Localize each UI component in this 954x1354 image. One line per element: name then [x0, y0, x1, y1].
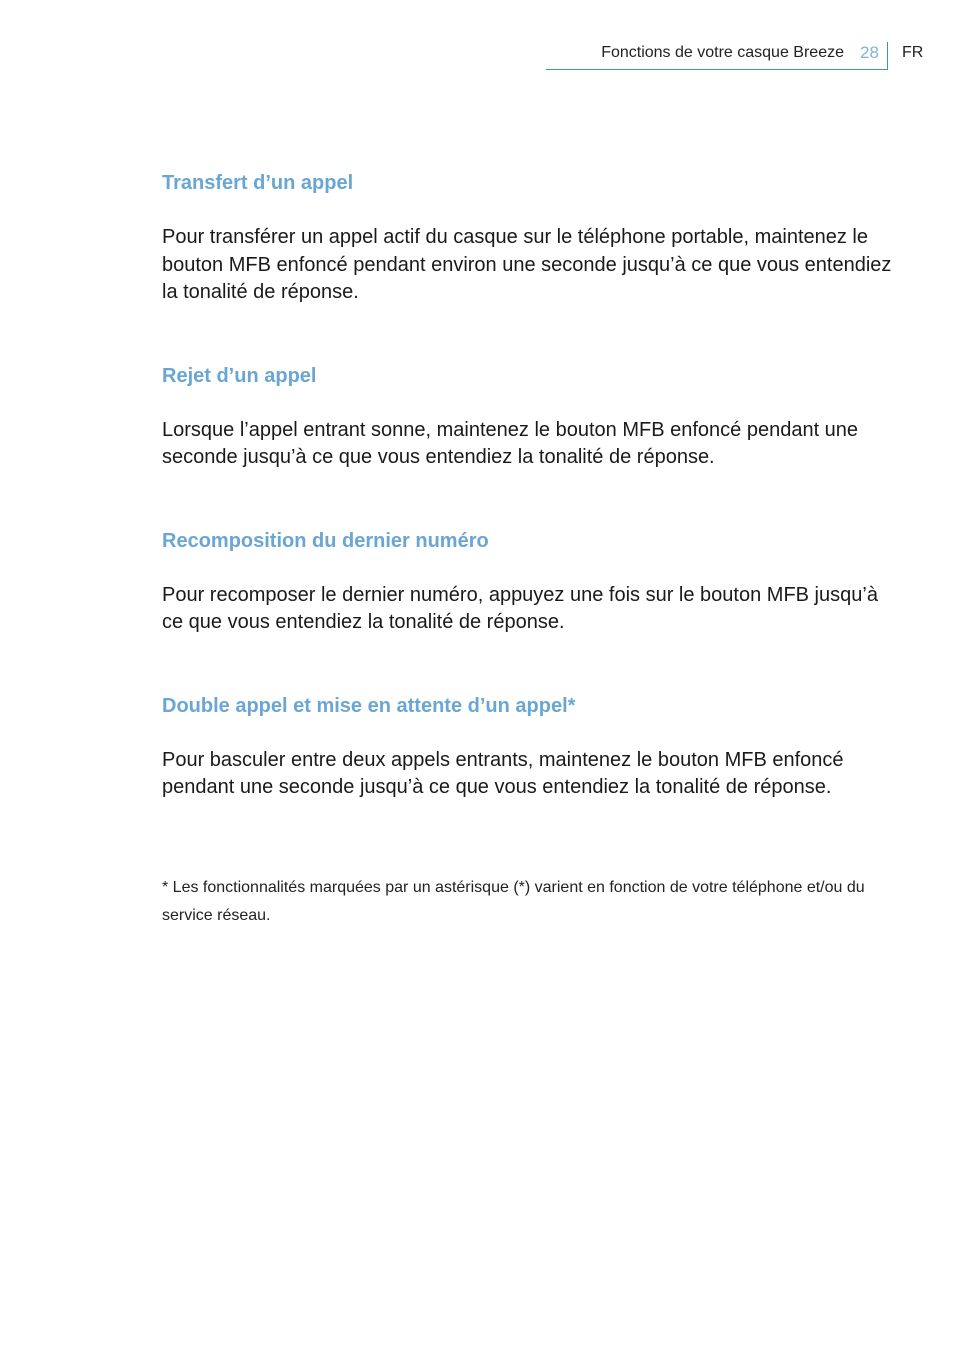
section-heading: Transfert d’un appel	[162, 172, 354, 194]
section-call-waiting	[162, 693, 892, 802]
section-heading: Recomposition du dernier numéro	[162, 529, 489, 552]
section-call-reject	[162, 363, 892, 472]
section-body: Lorsque l’appel entrant sonne, maintenez le bouton MFB enfoncé pendant une seconde jusqu’à ce que vous entendiez la tonalité de réponse.	[162, 418, 859, 468]
section-redial	[162, 528, 892, 637]
page-number: 28	[860, 43, 879, 62]
section-body: Pour recomposer le dernier numéro, appuyez une fois sur le bouton MFB jusqu’à ce que vous entendiez la tonalité de réponse.	[162, 583, 878, 633]
section-body: Pour transférer un appel actif du casque sur le téléphone portable, maintenez le bouton MFB enfoncé pendant environ une seconde jusqu’à ce que vous entendiez la tonalité de réponse.	[162, 226, 892, 303]
page-header	[0, 42, 954, 72]
section-heading: Rejet d’un appel	[162, 364, 317, 387]
header-horizontal-rule	[546, 69, 888, 70]
section-body: Pour basculer entre deux appels entrants, maintenez le bouton MFB enfoncé pendant une seconde jusqu’à ce que vous entendiez la tonalité de réponse.	[162, 748, 844, 798]
section-call-transfer	[162, 170, 892, 307]
running-title: Fonctions de votre casque Breeze	[601, 44, 844, 61]
language-label: FR	[902, 44, 924, 61]
footnote: * Les fonctionnalités marquées par un astérisque (*) varient en fonction de votre téléphone et/ou du service réseau.	[162, 878, 865, 924]
section-heading: Double appel et mise en attente d’un appel*	[162, 694, 576, 717]
header-vertical-rule	[887, 42, 888, 69]
main-content	[162, 170, 892, 946]
